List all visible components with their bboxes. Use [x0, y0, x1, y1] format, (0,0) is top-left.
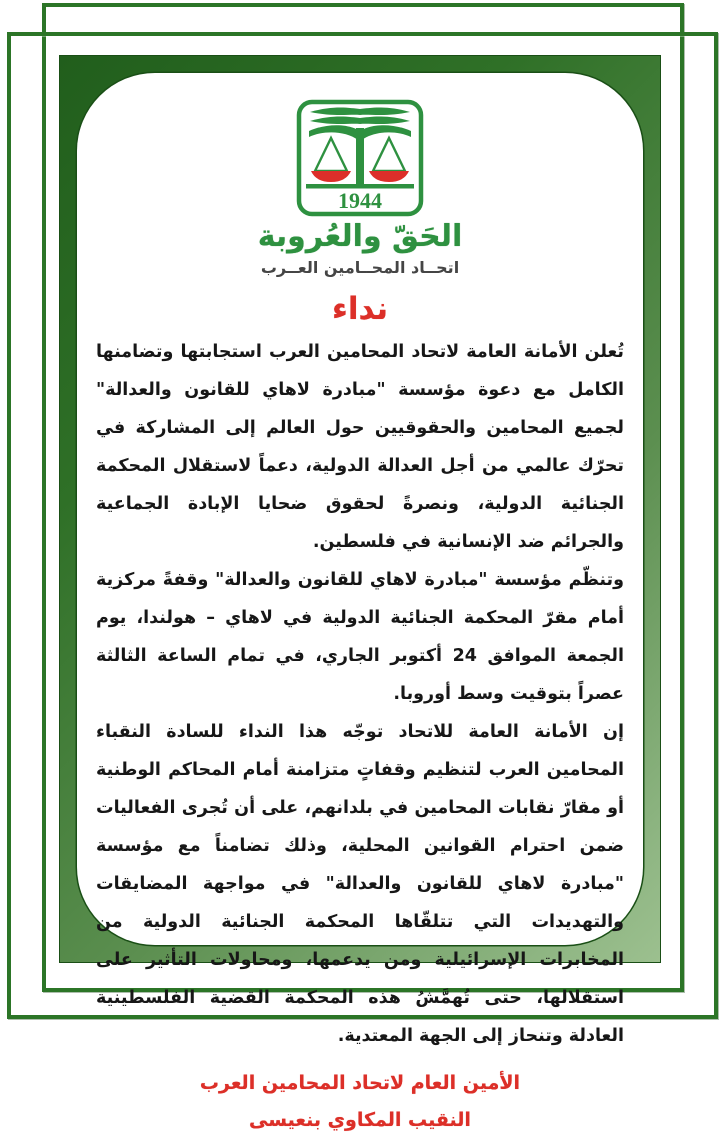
paragraph-3: إن الأمانة العامة للاتحاد توجّه هذا النداء للسادة النقباء المحامين العرب لتنظيم وقفاتٍ متزامنة أمام المحاكم الوطنية أو مقارّ نقابات المحامين في بلدانهم، على أن تُجرى الفعاليات ضمن احترام القوانين المحلية، وذلك تضامناً مع مؤسسة "مبادرة لاهاي للقانون والعدالة" في مواجهة المضايقات والتهديدات التي تتلقّاها المحكمة الجنائية الدولية من المخابرات الإسرائيلية ومن يدعمها، ومحاولات التأثير على استقلالها، حتى تُهمَّشُ هذه المحكمة القضية الفلسطينية العادلة وتنحاز إلى الجهة المعتدية.	[96, 722, 624, 1046]
signature-block	[200, 1065, 520, 1139]
logo-year: 1944	[338, 188, 382, 213]
paragraph-1: تُعلن الأمانة العامة لاتحاد المحامين العرب استجابتها وتضامنها الكامل مع دعوة مؤسسة "مبادرة لاهاي للقانون والعدالة" لجميع المحامين والحقوقيين حول العالم إلى المشاركة في تحرّك عالمي من أجل العدالة الدولية، دعماً لاستقلال المحكمة الجنائية الدولية، ونصرةً لحقوق ضحايا الإبادة الجماعية والجرائم ضد الإنسانية في فلسطين.	[96, 342, 624, 552]
document-panel	[77, 73, 643, 1131]
signature-name: النقيب المكاوي بنعيسى	[249, 1109, 471, 1131]
signature-title: الأمين العام لاتحاد المحامين العرب	[199, 1072, 521, 1094]
thick-green-border	[60, 56, 660, 1131]
balance-scales-open-book-icon	[296, 99, 424, 217]
paragraph-2: وتنظّم مؤسسة "مبادرة لاهاي للقانون والعدالة" وقفةً مركزية أمام مقرّ المحكمة الجنائية الدولية في لاهاي – هولندا، يوم الجمعة الموافق 24 أكتوبر الجاري، في تمام الساعة الثالثة عصراً بتوقيت وسط أوروبا.	[96, 570, 624, 704]
body-text	[96, 333, 624, 1055]
organization-name: اتحــاد المحــامين العــرب	[260, 258, 460, 277]
logo-calligraphy: الحَقّ والعُروبة	[257, 219, 463, 254]
document-title: نداء	[331, 291, 389, 327]
logo	[258, 99, 463, 279]
